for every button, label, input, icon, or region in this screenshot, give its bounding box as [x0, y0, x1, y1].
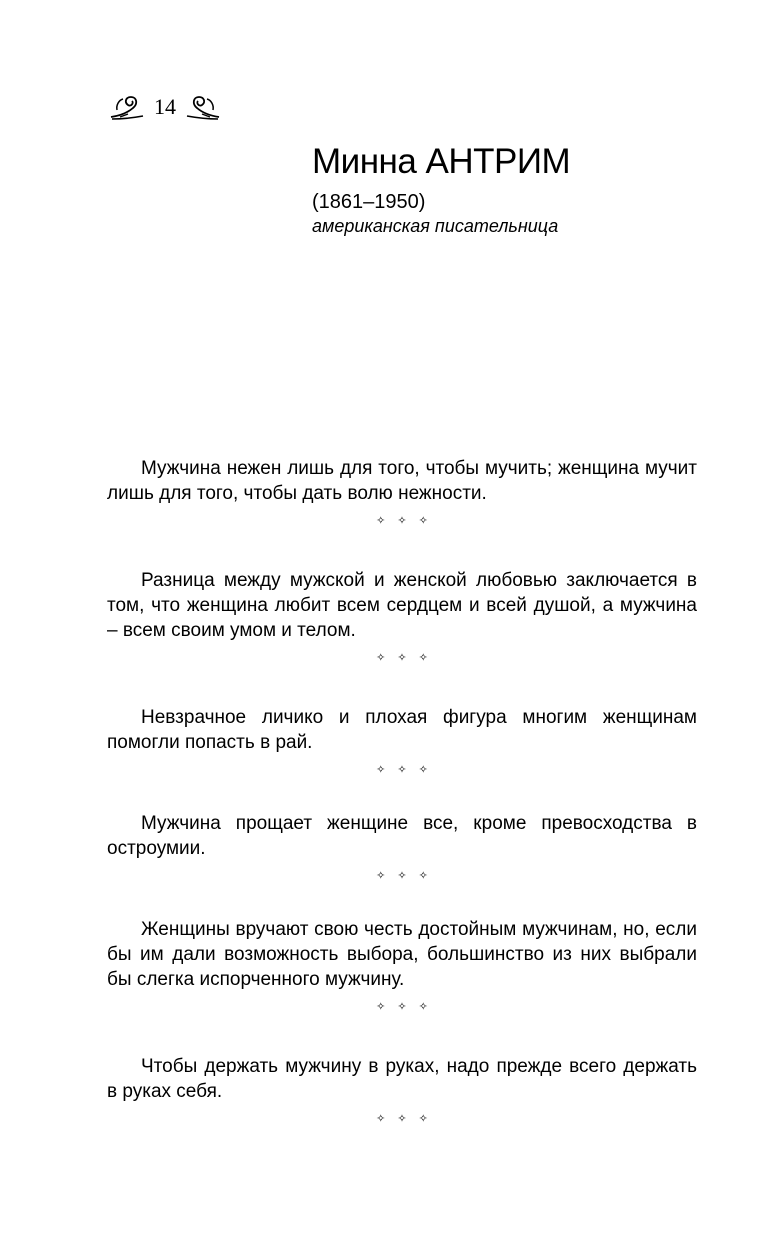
author-block	[312, 140, 570, 237]
author-description: американская писательница	[312, 216, 559, 236]
quote-text: Мужчина прощает женщине все, кроме превосходства в остроумии.	[107, 813, 697, 859]
quote-block	[107, 705, 697, 778]
author-years: (1861–1950)	[312, 191, 426, 213]
quote-text: Мужчина нежен лишь для того, чтобы мучить; женщина мучит лишь для того, чтобы дать волю нежности.	[107, 458, 697, 504]
page-header	[108, 86, 222, 126]
quote-block	[107, 456, 697, 529]
quote-block	[107, 811, 697, 884]
quote-block	[107, 1054, 697, 1127]
quote-text: Разница между мужской и женской любовью заключается в том, что женщина любит всем сердцем и всей душой, а мужчина – всем своим умом и телом.	[107, 570, 697, 641]
quote-block	[107, 568, 697, 666]
divider-stars: ✧✧✧	[376, 870, 440, 882]
divider-stars: ✧✧✧	[376, 652, 440, 664]
quote-block	[107, 917, 697, 1015]
quote-text: Невзрачное личико и плохая фигура многим женщинам помогли попасть в рай.	[107, 707, 697, 753]
divider-stars: ✧✧✧	[376, 515, 440, 527]
divider-stars: ✧✧✧	[376, 764, 440, 776]
divider-stars: ✧✧✧	[376, 1001, 440, 1013]
right-ornament-icon	[184, 90, 222, 122]
quote-text: Чтобы держать мужчину в руках, надо прежде всего держать в руках себя.	[107, 1056, 697, 1102]
author-name: Минна АНТРИМ	[312, 142, 571, 181]
quote-text: Женщины вручают свою честь достойным мужчинам, но, если бы им дали возможность выбора, большинство из них выбрали бы слегка испорченного мужчину.	[107, 919, 697, 990]
page-number: 14	[154, 94, 176, 119]
divider-stars: ✧✧✧	[376, 1113, 440, 1125]
quotes-list	[107, 456, 697, 1127]
left-ornament-icon	[108, 90, 146, 122]
